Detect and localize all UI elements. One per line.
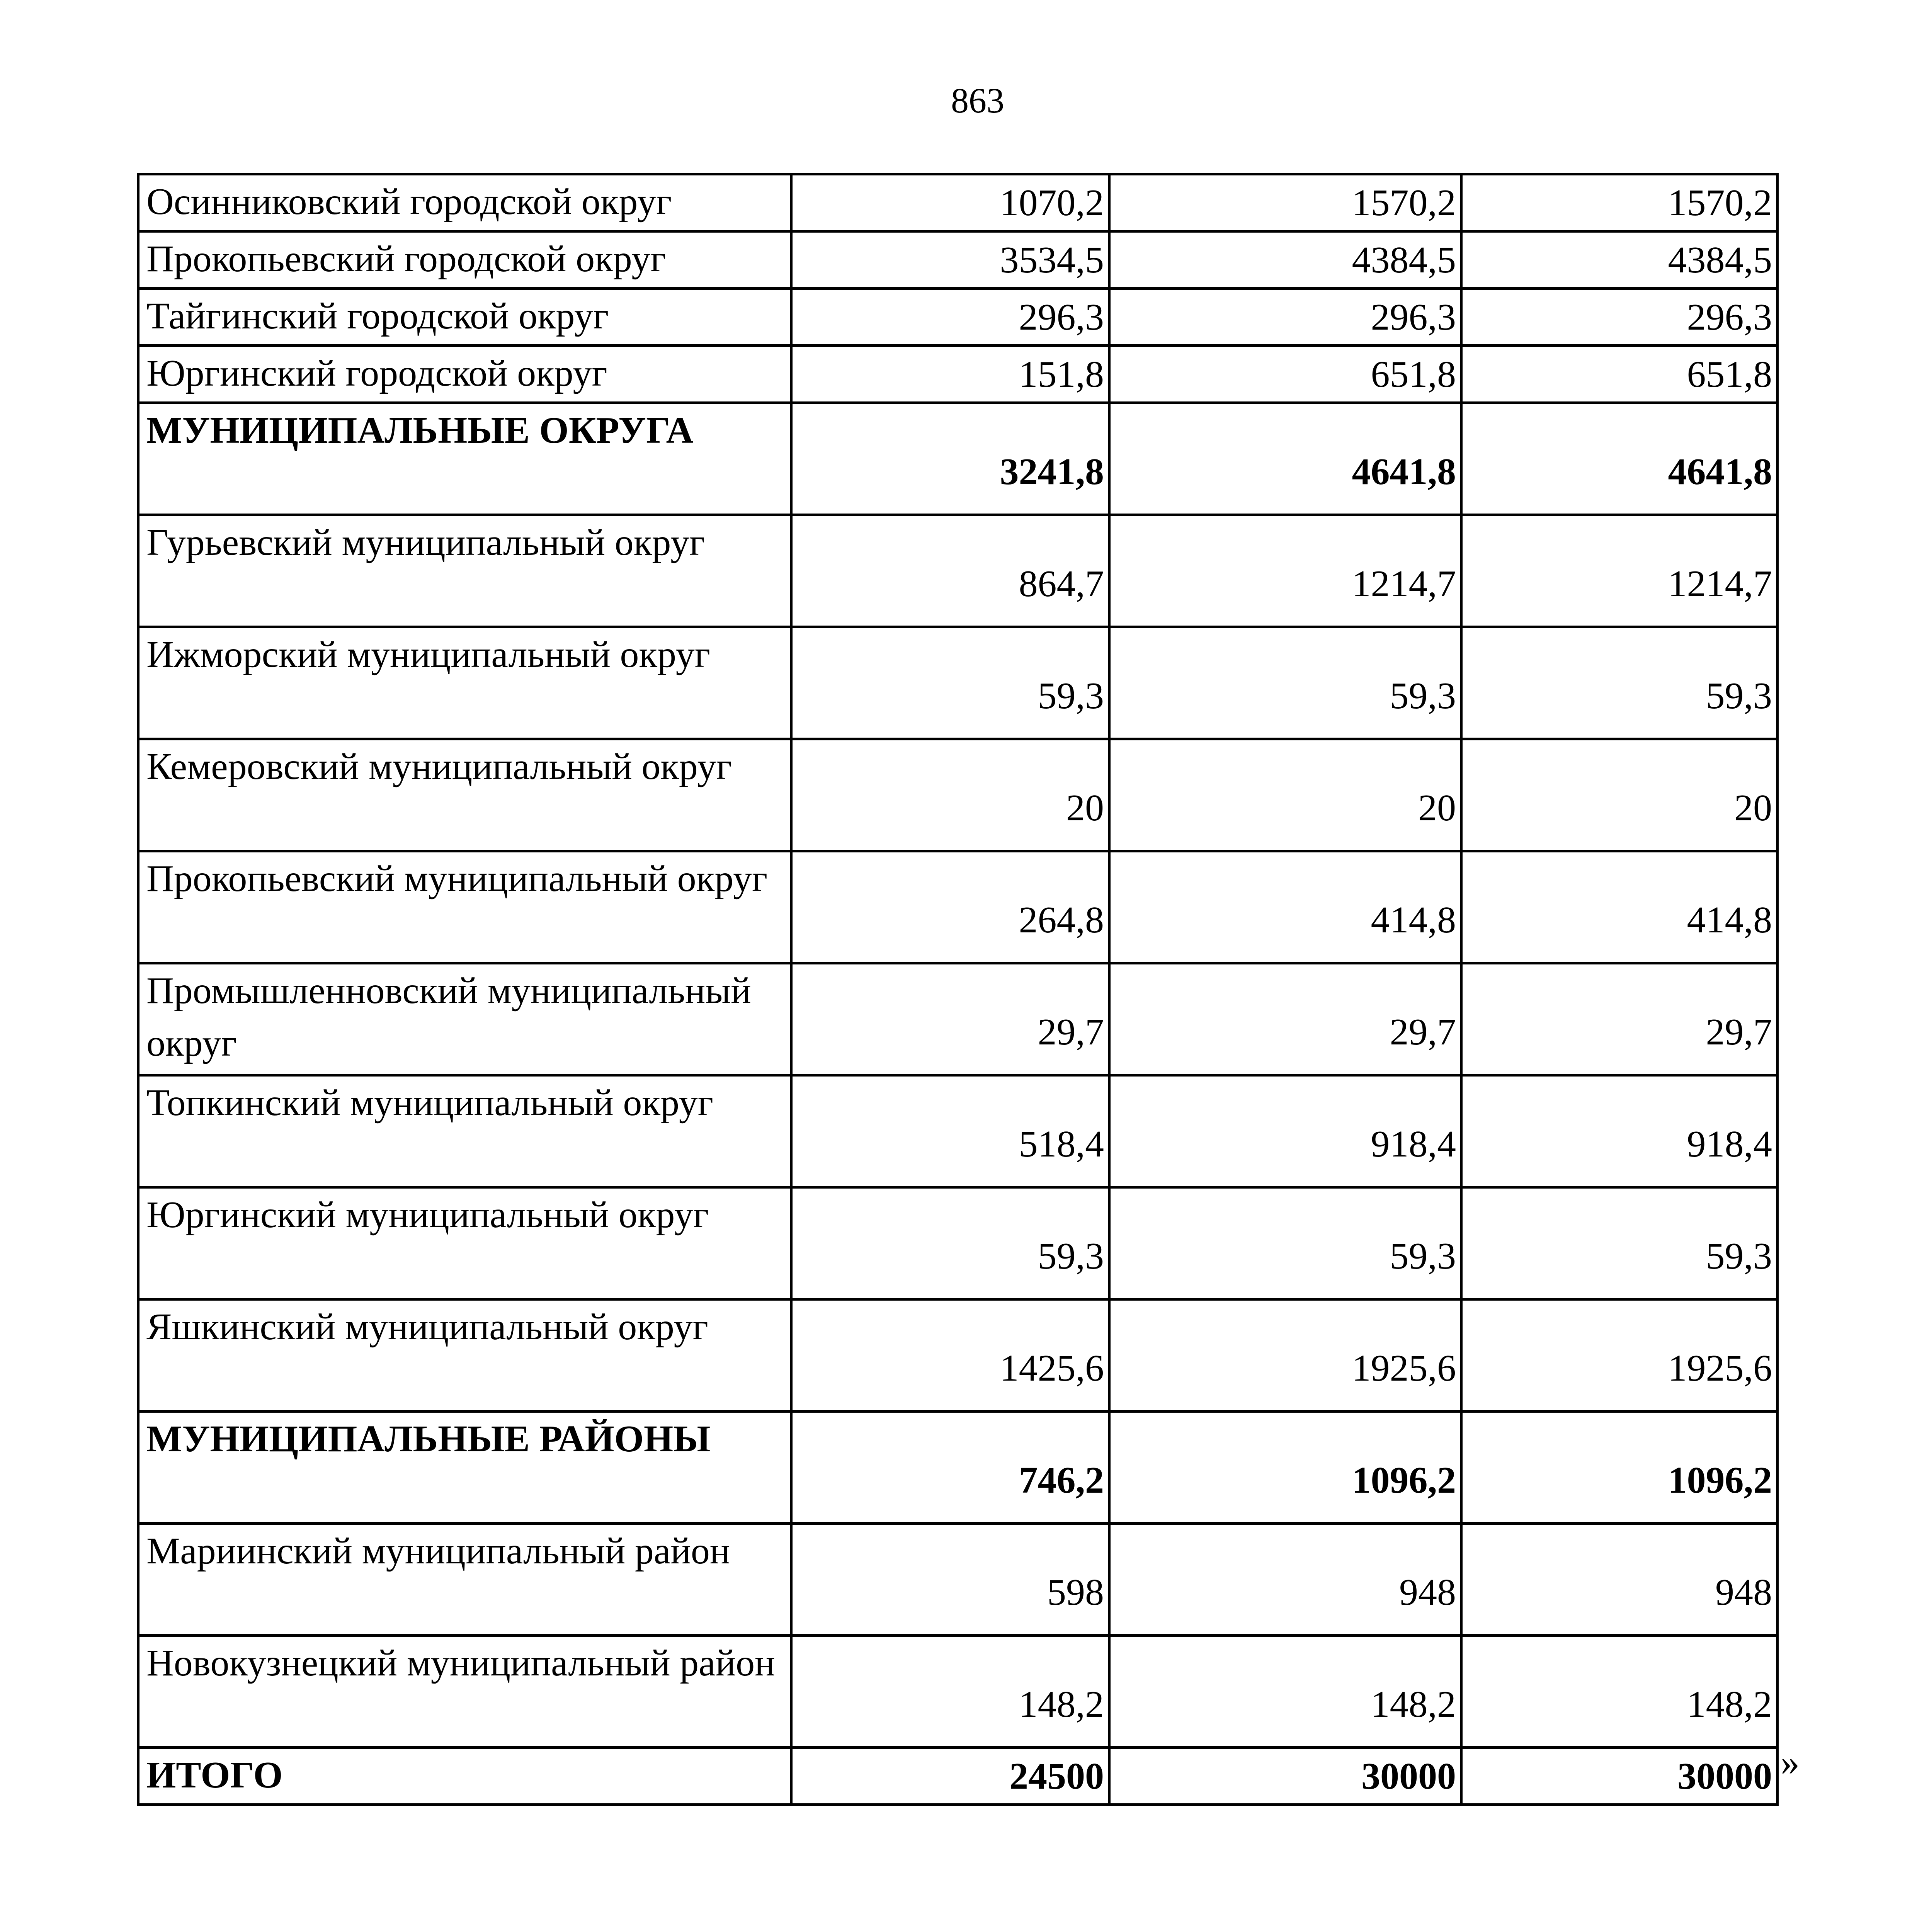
closing-quote-mark: » — [1781, 1742, 1800, 1783]
value-col-1: 864,7 — [791, 515, 1109, 627]
value-col-1: 598 — [791, 1524, 1109, 1636]
value-col-2: 948 — [1109, 1524, 1461, 1636]
municipality-name: Новокузнецкий муниципальный район — [138, 1636, 791, 1748]
municipality-name: Прокопьевский муниципальный округ — [138, 851, 791, 963]
municipality-name: Топкинский муниципальный округ — [138, 1075, 791, 1187]
value-col-3: 148,2 — [1461, 1636, 1778, 1748]
table-row — [138, 963, 1778, 1075]
value-col-2: 918,4 — [1109, 1075, 1461, 1187]
table-row — [138, 1524, 1778, 1636]
municipality-name: Ижморский муниципальный округ — [138, 627, 791, 739]
table-row — [138, 1636, 1778, 1748]
value-col-3: 948 — [1461, 1524, 1778, 1636]
value-col-1: 3534,5 — [791, 231, 1109, 289]
table-row — [138, 739, 1778, 851]
grand-total-row — [138, 1748, 1778, 1805]
municipality-name: Промышленновский муниципальный округ — [138, 963, 791, 1075]
value-col-2: 148,2 — [1109, 1636, 1461, 1748]
municipality-name: Тайгинский городской округ — [138, 289, 791, 346]
municipality-name: Мариинский муниципальный район — [138, 1524, 791, 1636]
value-col-1: 151,8 — [791, 346, 1109, 403]
value-col-3: 59,3 — [1461, 1187, 1778, 1299]
value-col-2: 59,3 — [1109, 1187, 1461, 1299]
table-row — [138, 289, 1778, 346]
value-col-1: 518,4 — [791, 1075, 1109, 1187]
value-col-3: 1925,6 — [1461, 1299, 1778, 1412]
value-col-1: 296,3 — [791, 289, 1109, 346]
value-col-1: 264,8 — [791, 851, 1109, 963]
table-row — [138, 1187, 1778, 1299]
municipality-name: Кемеровский муниципальный округ — [138, 739, 791, 851]
budget-allocation-table — [137, 173, 1779, 1806]
value-col-3: 1214,7 — [1461, 515, 1778, 627]
municipality-name: Юргинский муниципальный округ — [138, 1187, 791, 1299]
value-col-1: 59,3 — [791, 627, 1109, 739]
value-col-1: 1425,6 — [791, 1299, 1109, 1412]
value-col-2: 1214,7 — [1109, 515, 1461, 627]
value-col-2: 651,8 — [1109, 346, 1461, 403]
value-col-2: 1096,2 — [1109, 1412, 1461, 1524]
value-col-3: 4384,5 — [1461, 231, 1778, 289]
value-col-2: 1570,2 — [1109, 174, 1461, 231]
total-label: ИТОГО — [138, 1748, 791, 1805]
value-col-1: 20 — [791, 739, 1109, 851]
value-col-1: 1070,2 — [791, 174, 1109, 231]
value-col-2: 414,8 — [1109, 851, 1461, 963]
table-row — [138, 1075, 1778, 1187]
table-row — [138, 515, 1778, 627]
section-heading: МУНИЦИПАЛЬНЫЕ РАЙОНЫ — [138, 1412, 791, 1524]
value-col-3: 59,3 — [1461, 627, 1778, 739]
value-col-2: 59,3 — [1109, 627, 1461, 739]
value-col-3: 4641,8 — [1461, 403, 1778, 515]
value-col-3: 296,3 — [1461, 289, 1778, 346]
section-subtotal-row — [138, 403, 1778, 515]
value-col-2: 30000 — [1109, 1748, 1461, 1805]
table-row — [138, 174, 1778, 231]
table-row — [138, 346, 1778, 403]
section-subtotal-row — [138, 1412, 1778, 1524]
value-col-3: 651,8 — [1461, 346, 1778, 403]
section-heading: МУНИЦИПАЛЬНЫЕ ОКРУГА — [138, 403, 791, 515]
table-row — [138, 627, 1778, 739]
value-col-3: 29,7 — [1461, 963, 1778, 1075]
value-col-2: 1925,6 — [1109, 1299, 1461, 1412]
value-col-3: 30000 — [1461, 1748, 1778, 1805]
table-row — [138, 1299, 1778, 1412]
value-col-1: 29,7 — [791, 963, 1109, 1075]
page-number: 863 — [951, 81, 1004, 120]
value-col-2: 4641,8 — [1109, 403, 1461, 515]
value-col-1: 3241,8 — [791, 403, 1109, 515]
value-col-3: 414,8 — [1461, 851, 1778, 963]
value-col-1: 746,2 — [791, 1412, 1109, 1524]
value-col-3: 918,4 — [1461, 1075, 1778, 1187]
table-row — [138, 231, 1778, 289]
value-col-3: 1096,2 — [1461, 1412, 1778, 1524]
value-col-1: 148,2 — [791, 1636, 1109, 1748]
value-col-3: 20 — [1461, 739, 1778, 851]
value-col-1: 59,3 — [791, 1187, 1109, 1299]
table-row — [138, 851, 1778, 963]
value-col-2: 29,7 — [1109, 963, 1461, 1075]
municipality-name: Прокопьевский городской округ — [138, 231, 791, 289]
municipality-name: Гурьевский муниципальный округ — [138, 515, 791, 627]
municipality-name: Юргинский городской округ — [138, 346, 791, 403]
value-col-3: 1570,2 — [1461, 174, 1778, 231]
value-col-1: 24500 — [791, 1748, 1109, 1805]
value-col-2: 296,3 — [1109, 289, 1461, 346]
municipality-name: Яшкинский муниципальный округ — [138, 1299, 791, 1412]
value-col-2: 20 — [1109, 739, 1461, 851]
value-col-2: 4384,5 — [1109, 231, 1461, 289]
municipality-name: Осинниковский городской округ — [138, 174, 791, 231]
